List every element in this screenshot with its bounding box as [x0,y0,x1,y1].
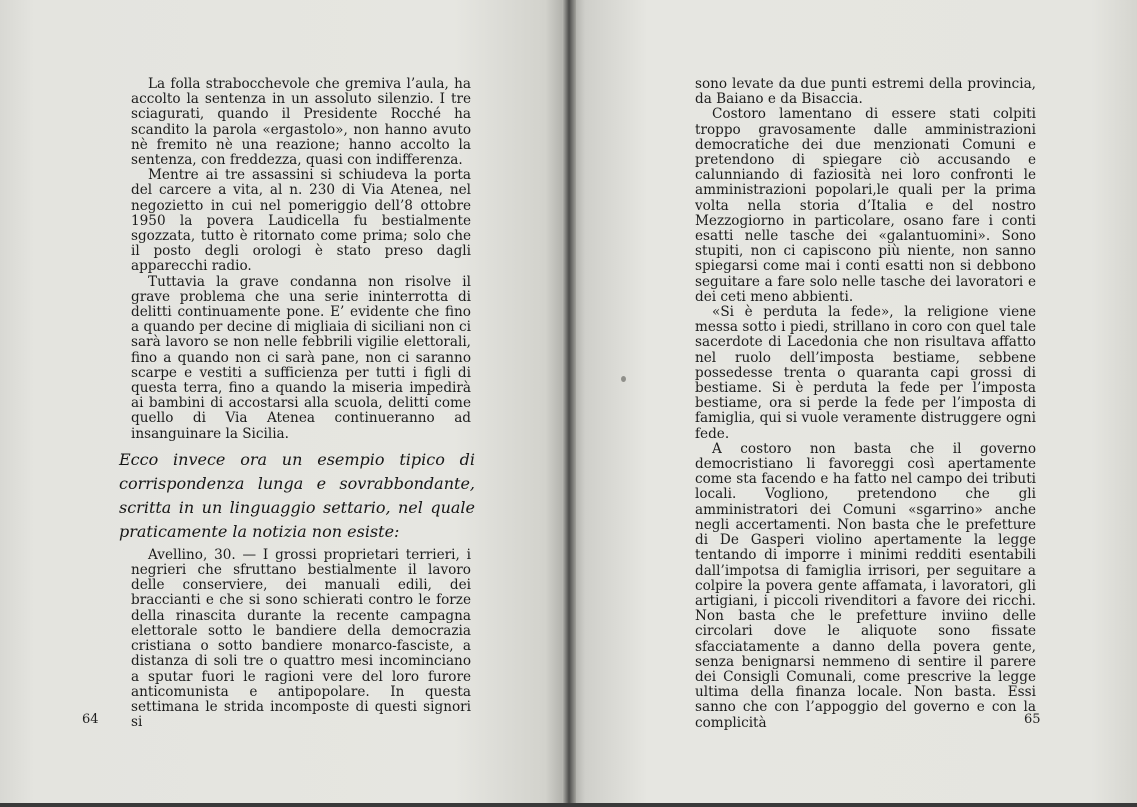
avellino-dispatch: Avellino, 30. — I grossi proprietari terrieri, i negrieri che sfruttano bestialmente il lavoro delle conserviere, dei manuali edili, dei braccianti e che si sono schierati contro le forze della rinascita durante la recente campagna elettorale sotto le bandiere della democrazia cristiana o sotto bandiere monarco-fasciste, a distanza di soli tre o quattro mesi incominciano a sputar fuori le ragioni vere del loro furore anticomunista e antipopolare. In questa settimana le strida incomposte di questi signori si [131,546,471,731]
ink-speck [621,376,626,382]
right-paragraph-3: A costoro non basta che il governo democristiano li favoreggi così apertamente come sta facendo e ha fatto nel campo dei tributi locali. Vogliono, pretendono che gli amministratori dei Comuni «sgarrino» anche negli accertamenti. Non basta che le prefetture di De Gasperi violino apertamente la legge tentando di imporre i minimi redditi esentabili dall’impotsa di famiglia irrisori, per seguitare a colpire la povera gente affamata, i lavoratori, gli artigiani, i piccoli rivenditori a favore dei ricchi. Non basta che le prefetture inviino delle circolari dove le aliquote sono fissate sfacciatamente a danno della povera gente, senza benignarsi nemmeno di sentire il parere dei Consigli Comunali, come prescrive la legge ultima della finanza locale. Non basta. Essi sanno che con l’appoggio del governo e con la complicità [695,440,1036,731]
book-gutter [562,0,576,803]
left-paragraph-2: Mentre ai tre assassini si schiudeva la porta del carcere a vita, al n. 230 di Via Atenea, nel negozietto in cui nel pomeriggio dell’8 ottobre 1950 la povera Laudicella fu bestialmente sgozzata, tutto è ritornato come prima; solo che il posto degli orologi è stato preso dagli apparecchi radio. [131,167,471,275]
right-continuation: sono levate da due punti estremi della provincia, da Baiano e da Bisaccia. [695,76,1036,108]
right-page-number: 65 [1024,712,1041,727]
right-text-column [695,77,1036,731]
left-page-number: 64 [82,712,99,727]
right-paragraph-1: Costoro lamentano di essere stati colpiti troppo gravosamente dalle amministrazioni democratiche dei due menzionati Comuni e pretendono di spiegare ciò accusando e calunniando di faziosità nei loro confronti le amministrazioni popolari,le quali per la prima volta nella storia d’Italia e del nostro Mezzogiorno in particolare, osano fare i conti esatti nelle tasche dei «galantuomini». Sono stupiti, non ci capiscono più niente, non sanno spiegarsi come mai i conti esatti non si debbono seguitare a fare solo nelle tasche dei lavoratori e dei ceti meno abbienti. [695,106,1036,305]
right-page [568,0,1137,807]
italic-intro: Ecco invece ora un esempio tipico di corrispondenza lunga e sovrabbondante, scritta in un linguaggio settario, nel quale praticamente la notizia non esiste: [119,449,475,541]
left-paragraph-3: Tuttavia la grave condanna non risolve il grave problema che una serie ininterrotta di delitti continuamente pone. E’ evidente che fino a quando per decine di migliaia di siciliani non ci sarà lavoro se non nelle febbrili vigilie elettorali, fino a quando non ci sarà pane, non ci saranno scarpe e vestiti a sufficienza per tutti i figli di questa terra, fino a quando la miseria impedirà ai bambini di accostarsi alla scuola, delitti come quello di Via Atenea continueranno ad insanguinare la Sicilia. [131,273,471,442]
left-text-column [119,76,475,731]
left-paragraph-1: La folla strabocchevole che gremiva l’aula, ha accolto la sentenza in un assoluto silenzio. I tre sciagurati, quando il Presidente Rocché ha scandito la parola «ergastolo», non hanno avuto nè fremito nè una reazione; hanno accolto la sentenza, con freddezza, quasi con indifferenza. [131,76,471,169]
right-paragraph-2: «Si è perduta la fede», la religione viene messa sotto i piedi, strillano in coro con quel tale sacerdote di Lacedonia che non risultava affatto nel ruolo dell’imposta bestiame, sebbene possedesse trenta o quaranta capi grossi di bestiame. Si è perduta la fede per l’imposta bestiame, ora si perde la fede per l’imposta di famiglia, qui si vuole veramente distruggere ogni fede. [695,304,1036,442]
left-page [0,0,568,807]
